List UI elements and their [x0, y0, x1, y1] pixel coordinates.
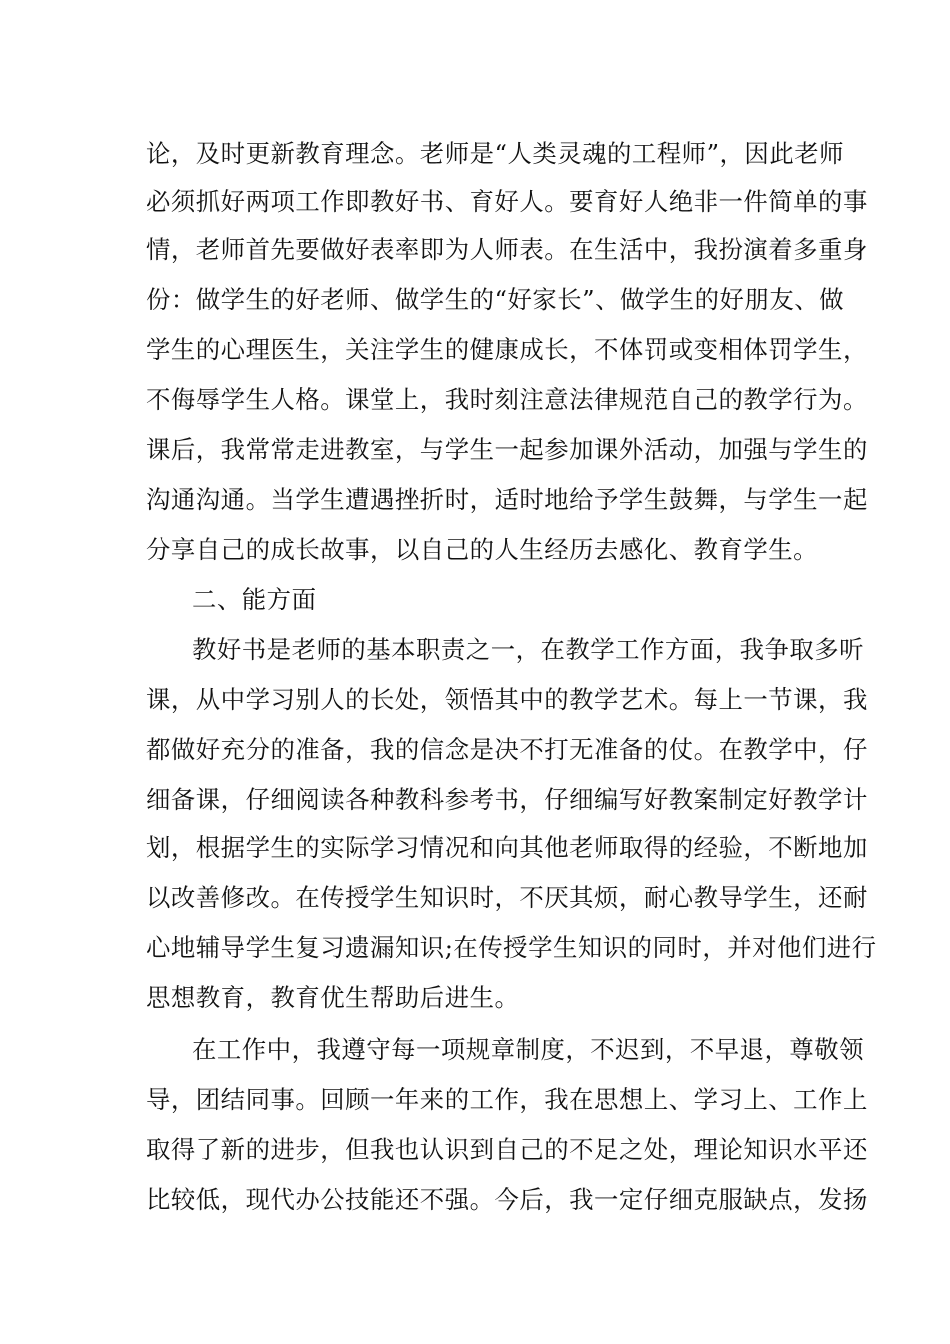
paragraph-first-line: 教好书是老师的基本职责之一，在教学工作方面，我争取多听 [192, 635, 865, 664]
body-text-line: 划，根据学生的实际学习情况和向其他老师取得的经验，不断地加 [146, 833, 868, 862]
body-text-line: 课后，我常常走进教室，与学生一起参加课外活动，加强与学生的 [146, 435, 868, 464]
body-text-line: 分享自己的成长故事，以自己的人生经历去感化、教育学生。 [146, 535, 819, 564]
body-text-line: 学生的心理医生，关注学生的健康成长，不体罚或变相体罚学生， [146, 335, 868, 364]
body-text-line: 必须抓好两项工作即教好书、育好人。要育好人绝非一件简单的事 [146, 187, 868, 216]
body-text-line: 细备课，仔细阅读各种教科参考书，仔细编写好教案制定好教学计 [146, 785, 868, 814]
body-text-line: 课，从中学习别人的长处，领悟其中的教学艺术。每上一节课，我 [146, 685, 868, 714]
body-text-line: 份：做学生的好老师、做学生的“好家长”、做学生的好朋友、做 [146, 285, 844, 314]
body-text-line: 比较低，现代办公技能还不强。今后，我一定仔细克服缺点，发扬 [146, 1185, 868, 1214]
body-text-line: 都做好充分的准备，我的信念是决不打无准备的仗。在教学中，仔 [146, 735, 868, 764]
body-text-line: 沟通沟通。当学生遭遇挫折时，适时地给予学生鼓舞，与学生一起 [146, 485, 868, 514]
body-text-line: 以改善修改。在传授学生知识时，不厌其烦，耐心教导学生，还耐 [146, 883, 868, 912]
body-text-line: 论，及时更新教育理念。老师是“人类灵魂的工程师”，因此老师 [146, 139, 844, 168]
body-text-line: 不侮辱学生人格。课堂上，我时刻注意法律规范自己的教学行为。 [146, 385, 868, 414]
body-text-line: 思想教育，教育优生帮助后进生。 [146, 983, 520, 1012]
body-text-line: 心地辅导学生复习遗漏知识;在传授学生知识的同时，并对他们进行 [146, 933, 877, 962]
paragraph-first-line: 在工作中，我遵守每一项规章制度，不迟到，不早退，尊敬领 [192, 1035, 865, 1064]
section-heading: 二、能方面 [192, 585, 317, 614]
body-text-line: 情，老师首先要做好表率即为人师表。在生活中，我扮演着多重身 [146, 235, 868, 264]
body-text-line: 导，团结同事。回顾一年来的工作，我在思想上、学习上、工作上 [146, 1085, 868, 1114]
body-text-line: 取得了新的进步，但我也认识到自己的不足之处，理论知识水平还 [146, 1135, 868, 1164]
